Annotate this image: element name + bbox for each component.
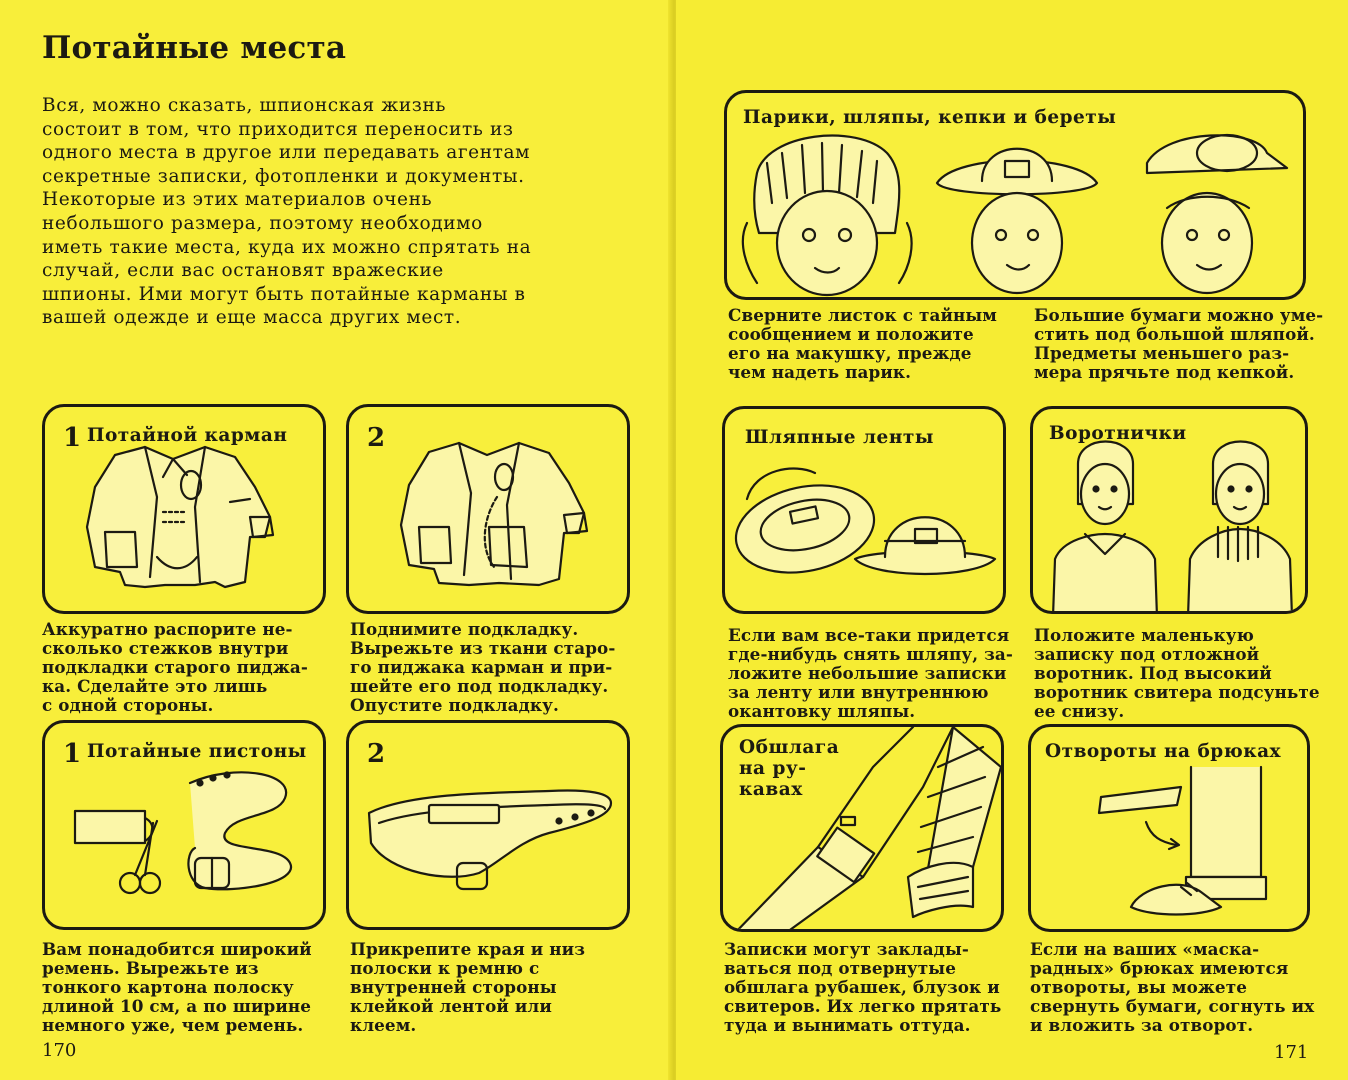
caption-line: внутренней стороны <box>350 977 557 997</box>
caption-line: его на макушку, прежде <box>728 343 972 363</box>
intro-line: Некоторые из этих материалов очень <box>42 189 433 211</box>
caption-line: радных» брюках имеются <box>1030 958 1289 978</box>
caption-line: Вырежьте из ткани старо- <box>350 638 616 658</box>
belt-strip-illustration <box>349 723 630 930</box>
step-number: 1 <box>63 423 82 453</box>
pocket-step2-caption <box>350 620 615 715</box>
intro-line: шпионы. Ими могут быть потайные карманы в <box>42 283 526 305</box>
wigs-caption-left <box>728 306 997 382</box>
step-number: 2 <box>367 423 386 453</box>
panel-label: Парики, шляпы, кепки и береты <box>743 107 1122 128</box>
collars-caption <box>1034 626 1320 721</box>
label-line: Обшлага <box>739 737 840 758</box>
page-title: Потайные места <box>42 30 347 66</box>
caption-line: го пиджака карман и при- <box>350 657 613 677</box>
caption-line: чем надеть парик. <box>728 362 912 382</box>
left-page <box>0 0 672 1080</box>
caption-line: ее снизу. <box>1034 701 1125 721</box>
right-page <box>676 0 1348 1080</box>
intro-line: Вся, можно сказать, шпионская жизнь <box>42 95 447 116</box>
caption-line: ка. Сделайте это лишь <box>42 676 268 696</box>
intro-line: одного места в другое или передавать агентам <box>42 142 531 164</box>
intro-line: иметь такие места, куда их можно спрятать на <box>42 236 532 258</box>
page-number: 170 <box>42 1040 77 1061</box>
caption-line: Большие бумаги можно уме- <box>1034 305 1324 325</box>
caption-line: Вам понадобится широкий <box>42 939 312 959</box>
wigs-caption-right <box>1034 306 1323 382</box>
caption-line: где-нибудь снять шляпу, за- <box>728 644 1013 664</box>
caption-line: клейкой лентой или <box>350 996 552 1016</box>
caption-line: Положите маленькую <box>1034 625 1254 645</box>
intro-line: случай, если вас остановят вражеские <box>42 260 444 282</box>
caption-line: ваться под отвернутые <box>724 958 956 978</box>
caption-line: окантовку шляпы. <box>728 701 916 721</box>
label-line: кавах <box>739 779 803 800</box>
caption-line: мера прячьте под кепкой. <box>1034 362 1295 382</box>
caption-line: Сверните листок с тайным <box>728 305 997 325</box>
caption-line: Поднимите подкладку. <box>350 619 579 639</box>
step-number: 2 <box>367 739 386 769</box>
caption-line: сообщением и положите <box>728 324 974 344</box>
caption-line: подкладки старого пиджа- <box>42 657 308 677</box>
cuffs-panel <box>720 724 1004 932</box>
caption-line: ремень. Вырежьте из <box>42 958 259 978</box>
caption-line: Опустите подкладку. <box>350 695 559 715</box>
intro-line: секретные записки, фотопленки и документы. <box>42 165 525 187</box>
belt-step2-caption <box>350 940 585 1035</box>
caption-line: ложите небольшие записки <box>728 663 1007 683</box>
caption-line: Если на ваших «маска- <box>1030 939 1260 959</box>
caption-line: воротник свитера подсуньте <box>1034 682 1320 702</box>
belt-step1-panel <box>42 720 326 930</box>
caption-line: и вложить за отворот. <box>1030 1015 1254 1035</box>
caption-line: с одной стороны. <box>42 695 214 715</box>
caption-line: Предметы меньшего раз- <box>1034 343 1290 363</box>
caption-line: сколько стежков внутри <box>42 638 289 658</box>
pocket-step2-panel <box>346 404 630 614</box>
caption-line: стить под большой шляпой. <box>1034 324 1315 344</box>
caption-line: шейте его под подкладку. <box>350 676 609 696</box>
intro-text <box>42 94 602 330</box>
page-number: 171 <box>1274 1042 1309 1063</box>
caption-line: свернуть бумаги, согнуть их <box>1030 996 1315 1016</box>
caption-line: полоски к ремню с <box>350 958 540 978</box>
hatbands-caption <box>728 626 1013 721</box>
caption-line: туда и вынимать оттуда. <box>724 1015 971 1035</box>
label-line: на ру- <box>739 758 807 779</box>
caption-line: за ленту или внутреннюю <box>728 682 989 702</box>
caption-line: Прикрепите края и низ <box>350 939 585 959</box>
pocket-step1-caption <box>42 620 308 715</box>
turnups-panel <box>1028 724 1310 932</box>
hatbands-panel <box>722 406 1006 614</box>
panel-label: Воротнички <box>1049 423 1187 444</box>
caption-line: немного уже, чем ремень. <box>42 1015 304 1035</box>
turnups-caption <box>1030 940 1314 1035</box>
caption-line: тонкого картона полоску <box>42 977 294 997</box>
caption-line: записку под отложной <box>1034 644 1260 664</box>
collars-panel <box>1030 406 1308 614</box>
pocket-step1-panel <box>42 404 326 614</box>
intro-line: состоит в том, что приходится переносить из <box>42 118 514 140</box>
panel-label: Отвороты на брюках <box>1045 741 1282 762</box>
caption-line: отвороты, вы можете <box>1030 977 1247 997</box>
intro-line: небольшого размера, поэтому необходимо <box>42 212 483 234</box>
belt-step1-caption <box>42 940 312 1035</box>
caption-line: Аккуратно распорите не- <box>42 619 293 639</box>
caption-line: обшлага рубашек, блузок и <box>724 977 1000 997</box>
caption-line: свитеров. Их легко прятать <box>724 996 1002 1016</box>
caption-line: Если вам все-таки придется <box>728 625 1010 645</box>
caption-line: Записки могут заклады- <box>724 939 969 959</box>
intro-line: вашей одежде и еще масса других мест. <box>42 307 462 329</box>
panel-label: Шляпные ленты <box>745 427 934 448</box>
caption-line: воротник. Под высокий <box>1034 663 1272 683</box>
belt-step2-panel <box>346 720 630 930</box>
caption-line: длиной 10 см, а по ширине <box>42 996 312 1016</box>
caption-line: клеем. <box>350 1015 417 1035</box>
panel-label: Потайные пистоны <box>87 741 307 762</box>
cuffs-caption <box>724 940 1001 1035</box>
panel-label <box>739 737 839 800</box>
jacket-lining-illustration <box>349 407 630 614</box>
panel-label: Потайной карман <box>87 425 288 446</box>
step-number: 1 <box>63 739 82 769</box>
wigs-hats-panel <box>724 90 1306 300</box>
